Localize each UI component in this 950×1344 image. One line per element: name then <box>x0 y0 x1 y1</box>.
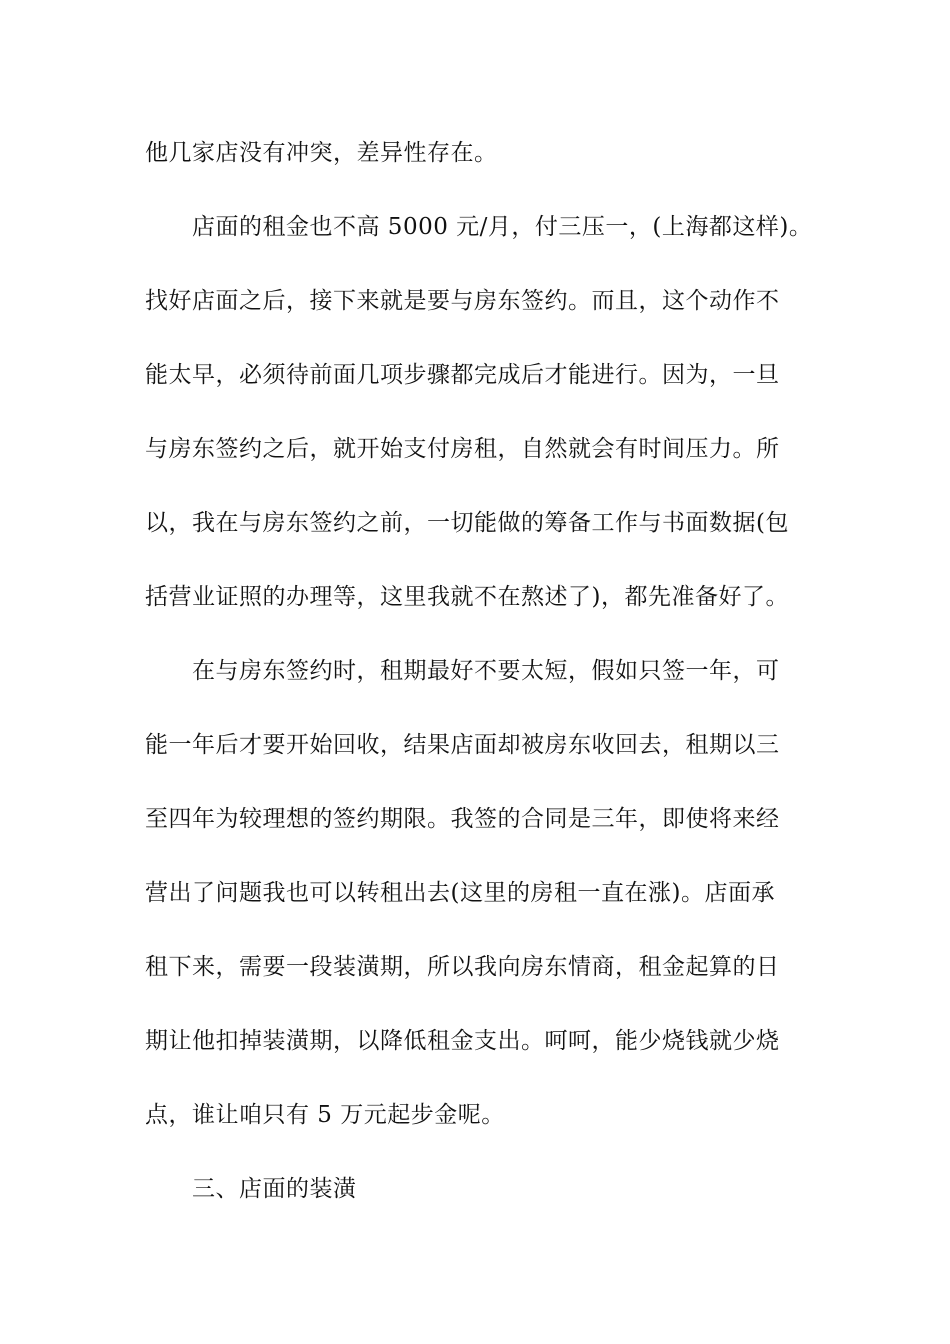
text-line: 以，我在与房东签约之前，一切能做的筹备工作与书面数据(包 <box>145 510 789 536</box>
text-line: 租下来，需要一段装潢期，所以我向房东情商，租金起算的日 <box>145 954 780 980</box>
text-line: 能太早，必须待前面几项步骤都完成后才能进行。因为，一旦 <box>145 362 780 388</box>
text-line: 找好店面之后，接下来就是要与房东签约。而且，这个动作不 <box>145 288 780 314</box>
text-line: 他几家店没有冲突，差异性存在。 <box>145 140 498 166</box>
section-heading: 三、店面的装潢 <box>192 1176 357 1202</box>
text-line: 至四年为较理想的签约期限。我签的合同是三年，即使将来经 <box>145 806 780 832</box>
paragraph-start-line: 在与房东签约时，租期最好不要太短，假如只签一年，可 <box>192 658 780 684</box>
body-text <box>145 130 815 1240</box>
text-line: 能一年后才要开始回收，结果店面却被房东收回去，租期以三 <box>145 732 780 758</box>
text-line: 点，谁让咱只有 5 万元起步金呢。 <box>145 1102 505 1128</box>
text-line: 期让他扣掉装潢期，以降低租金支出。呵呵，能少烧钱就少烧 <box>145 1028 780 1054</box>
paragraph-start-line: 店面的租金也不高 5000 元/月，付三压一，(上海都这样)。 <box>192 214 813 240</box>
text-line: 营出了问题我也可以转租出去(这里的房租一直在涨)。店面承 <box>145 880 775 906</box>
text-line: 括营业证照的办理等，这里我就不在熬述了)，都先准备好了。 <box>145 584 789 610</box>
text-line: 与房东签约之后，就开始支付房租，自然就会有时间压力。所 <box>145 436 780 462</box>
